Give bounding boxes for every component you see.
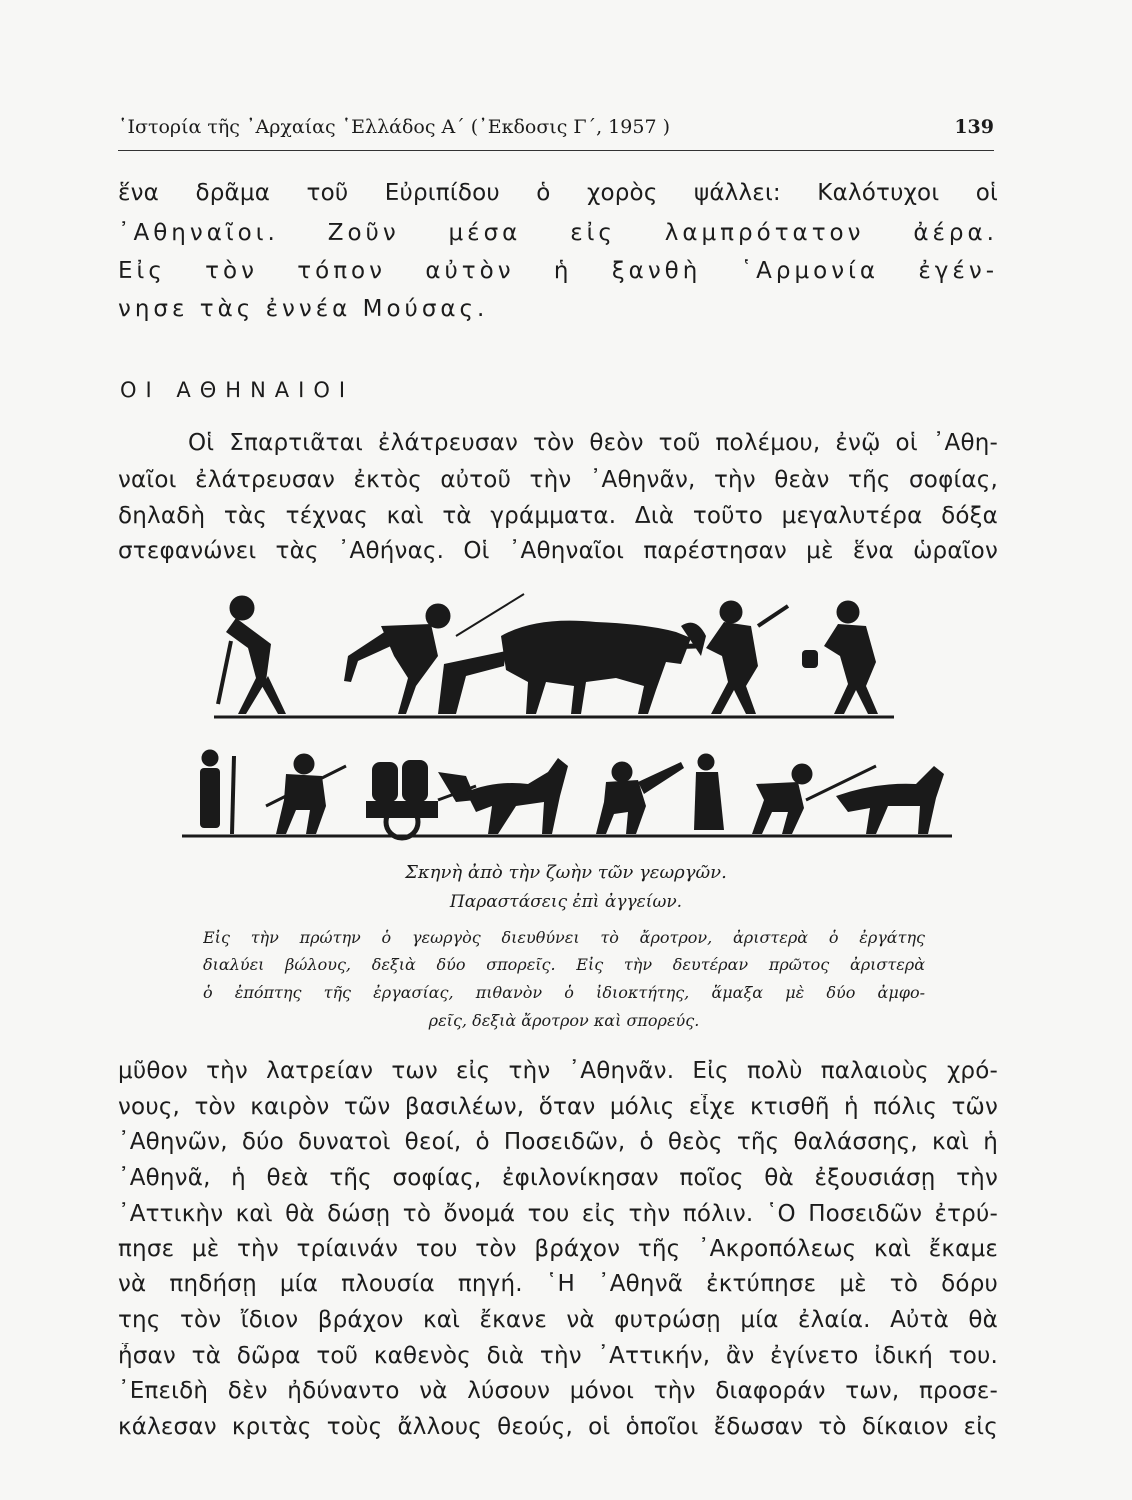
- paragraph-line: Οἱ Σπαρτιᾶται ἐλάτρευσαν τὸν θεὸν τοῦ πολέμου, ἐνῷ οἱ ᾿Αθη-: [188, 430, 998, 456]
- paragraph-line: ᾿Αθηνᾶ, ἡ θεὰ τῆς σοφίας, ἐφιλονίκησαν ποῖος θὰ ἐξουσιάσῃ τὴν: [118, 1165, 998, 1191]
- lower-frieze: [182, 750, 952, 838]
- paragraph-line: πησε μὲ τὴν τρίαινάν του τὸν βράχον τῆς ᾿Ακροπόλεως καὶ ἔκαμε: [118, 1236, 998, 1262]
- paragraph-line: νὰ πηδήσῃ μία πλουσία πηγή. ῾Η ᾿Αθηνᾶ ἐκτύπησε μὲ τὸ δόρυ: [118, 1271, 998, 1297]
- paragraph-line: ᾿Επειδὴ δὲν ἠδύναντο νὰ λύσουν μόνοι τὴν διαφοράν των, προσε-: [118, 1378, 998, 1404]
- figure-note-line: ὁ ἐπόπτης τῆς ἐργασίας, πιθανὸν ὁ ἰδιοκτήτης, ἅμαξα μὲ δύο ἀμφο-: [203, 983, 925, 1002]
- intro-line: νησε τὰς ἐννέα Μούσας.: [118, 296, 489, 322]
- paragraph-line: μῦθον τὴν λατρείαν των εἰς τὴν ᾿Αθηνᾶν. Εἰς πολὺ παλαιοὺς χρό-: [118, 1058, 998, 1084]
- page-number: 139: [954, 116, 994, 138]
- upper-frieze: [214, 594, 894, 717]
- paragraph-line: στεφανώνει τὰς ᾿Αθήνας. Οἱ ᾿Αθηναῖοι παρέστησαν μὲ ἕνα ὡραῖον: [118, 538, 998, 564]
- figure-caption-title: Σκηνὴ ἀπὸ τὴν ζωὴν τῶν γεωργῶν.: [405, 862, 727, 883]
- figure-caption-subtitle: Παραστάσεις ἐπὶ ἀγγείων.: [449, 892, 683, 912]
- intro-line: ᾿Αθηναῖοι. Ζοῦν μέσα εἰς λαμπρότατον ἀέρα.: [118, 220, 998, 246]
- figure-note-line: Εἰς τὴν πρώτην ὁ γεωργὸς διευθύνει τὸ ἄροτρον, ἀριστερὰ ὁ ἐργάτης: [203, 928, 925, 947]
- paragraph-line: ᾿Αθηνῶν, δύο δυνατοὶ θεοί, ὁ Ποσειδῶν, ὁ θεὸς τῆς θαλάσσης, καὶ ἡ: [118, 1129, 998, 1155]
- paragraph-line: ναῖοι ἐλάτρευσαν ἐκτὸς αὐτοῦ τὴν ᾿Αθηνᾶν, τὴν θεὰν τῆς σοφίας,: [118, 467, 998, 493]
- running-title: ῾Ιστορία τῆς ᾿Αρχαίας ῾Ελλάδος Α΄ (᾿Εκδοσις Γ΄, 1957 ): [118, 116, 670, 138]
- intro-line: Εἰς τὸν τόπον αὐτὸν ἡ ξανθὴ ῾Αρμονία ἐγέν-: [118, 258, 998, 284]
- figure-note-line: διαλύει βώλους, δεξιὰ δύο σπορεῖς. Εἰς τὴν δευτέραν πρῶτος ἀριστερὰ: [203, 955, 925, 974]
- figure-note-line: ρεῖς, δεξιὰ ἄροτρον καὶ σπορεύς.: [428, 1011, 700, 1030]
- paragraph-line: νους, τὸν καιρὸν τῶν βασιλέων, ὅταν μόλις εἶχε κτισθῆ ἡ πόλις τῶν: [118, 1094, 998, 1120]
- paragraph-line: ᾿Αττικὴν καὶ θὰ δώσῃ τὸ ὄνομά του εἰς τὴν πόλιν. ῾Ο Ποσειδῶν ἐτρύ-: [118, 1201, 998, 1227]
- running-header: [118, 112, 994, 151]
- intro-line: ἕνα δρᾶμα τοῦ Εὐριπίδου ὁ χορὸς ψάλλει: Καλότυχοι οἱ: [118, 180, 998, 206]
- paragraph-line: ἦσαν τὰ δῶρα τοῦ καθενὸς διὰ τὴν ᾿Αττικήν, ἂν ἐγίνετο ἰδική του.: [118, 1343, 998, 1369]
- vase-painting-figure: [176, 586, 956, 848]
- paragraph-line: της τὸν ἴδιον βράχον καὶ ἔκανε νὰ φυτρώσῃ μία ἐλαία. Αὐτὰ θὰ: [118, 1307, 998, 1333]
- paragraph-line: κάλεσαν κριτὰς τοὺς ἄλλους θεούς, οἱ ὁποῖοι ἔδωσαν τὸ δίκαιον εἰς: [118, 1414, 998, 1440]
- section-title: ΟΙ ΑΘΗΝΑΙΟΙ: [120, 378, 355, 402]
- paragraph-line: δηλαδὴ τὰς τέχνας καὶ τὰ γράμματα. Διὰ τοῦτο μεγαλυτέρα δόξα: [118, 503, 998, 529]
